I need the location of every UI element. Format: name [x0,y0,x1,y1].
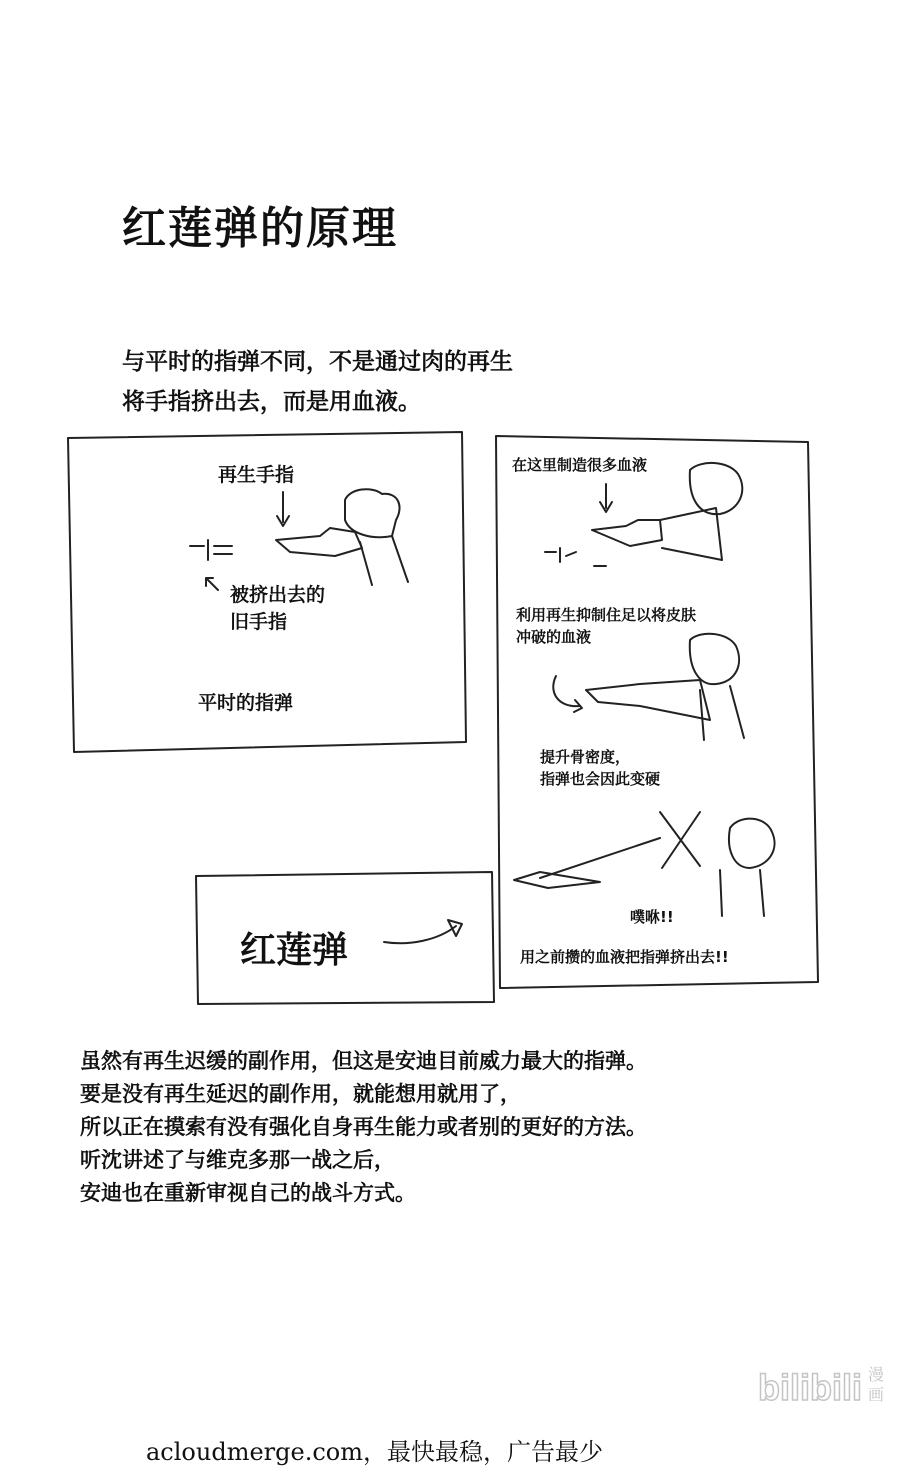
hongliandan-label: 红莲弹 [240,930,349,971]
normal-flick-caption: 平时的指弹 [198,692,294,714]
paragraph-line: 所以正在摸索有没有强化自身再生能力或者别的更好的方法。 [80,1115,647,1139]
intro-line-1: 与平时的指弹不同，不是通过肉的再生 [122,349,513,375]
description-paragraph [80,1045,647,1210]
regen-finger-label: 再生手指 [218,464,295,486]
step2-line-2: 冲破的血液 [516,628,592,646]
paragraph-line: 虽然有再生迟缓的副作用，但这是安迪目前威力最大的指弹。 [80,1049,647,1073]
old-finger-line-1: 被挤出去的 [230,584,326,606]
sfx-label: 噗咻!! [630,908,674,926]
old-finger-label [230,582,325,636]
footer-watermark: acloudmerge.com，最快最稳，广告最少 [146,1438,603,1466]
paragraph-line: 听沈讲述了与维克多那一战之后， [80,1148,395,1172]
svg-text:bilibili: bilibili [758,1367,862,1408]
page-title: 红莲弹的原理 [122,203,398,254]
svg-text:漫: 漫 [868,1365,885,1384]
intro-line-2: 将手指挤出去，而是用血液。 [122,389,421,415]
svg-text:画: 画 [868,1385,885,1404]
step2-line-1: 利用再生抑制住足以将皮肤 [516,606,697,624]
step2-label [516,604,696,648]
paragraph-line: 安迪也在重新审视自己的战斗方式。 [80,1181,416,1205]
old-finger-line-2: 旧手指 [230,611,288,633]
step3-line-2: 指弹也会因此变硬 [540,770,661,788]
paragraph-line: 要是没有再生延迟的副作用，就能想用就用了， [80,1082,521,1106]
step4-label: 用之前攒的血液把指弹挤出去!! [520,948,729,966]
bilibili-manga-logo [758,1358,888,1414]
step3-line-1: 提升骨密度， [540,748,631,766]
step3-label [540,746,660,790]
step1-label: 在这里制造很多血液 [512,456,648,474]
